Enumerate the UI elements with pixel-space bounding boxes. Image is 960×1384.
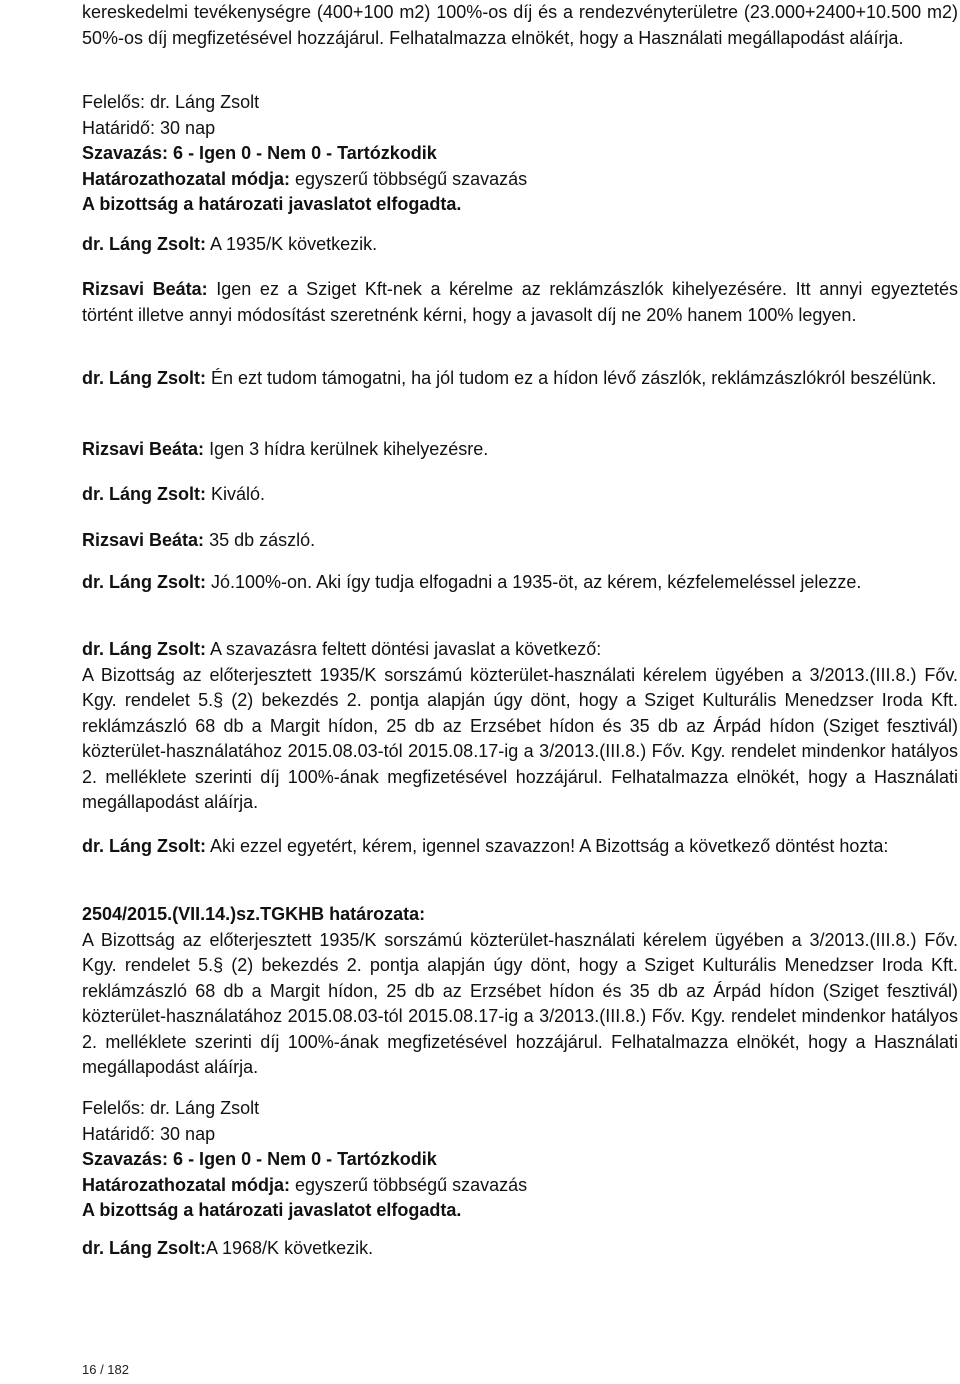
dialogue-line-7: [82, 570, 958, 596]
resolution-block: [82, 902, 958, 1081]
page-number: 16 / 182: [82, 1362, 129, 1377]
speaker-name: dr. Láng Zsolt:: [82, 234, 206, 254]
speaker-text: A 1968/K következik.: [206, 1238, 374, 1258]
speaker-name: dr. Láng Zsolt:: [82, 572, 206, 592]
method-value: egyszerű többségű szavazás: [290, 168, 528, 189]
speaker-name: dr. Láng Zsolt:: [82, 1238, 206, 1258]
speaker-text: Igen ez a Sziget Kft-nek a kérelme az reklámzászlók kihelyezésére. Itt annyi egyeztetés történt illetve annyi módosítást szeretnénk kérni, hogy a javasolt díj ne 20% hanem 100% legyen.: [82, 279, 958, 325]
speaker-text: A 1935/K következik.: [206, 234, 378, 254]
responsible-line: Felelős: dr. Láng Zsolt: [82, 1098, 260, 1118]
speaker-text: Kiváló.: [206, 484, 266, 504]
dialogue-line-4: [82, 437, 958, 463]
speaker-text: Jó.100%-on. Aki így tudja elfogadni a 1935-öt, az kérem, kézfelemeléssel jelezze.: [206, 572, 862, 592]
dialogue-line-5: [82, 482, 958, 508]
proposal-text: A Bizottság az előterjesztett 1935/K sorszámú közterület-használati kérelem ügyében a 3/2013.(III.8.) Főv. Kgy. rendelet 5.§ (2) bekezdés 2. pontja alapján úgy dönt, hogy a Sziget Kulturális Menedzser Iroda Kft. reklámzászló 68 db a Margit hídon, 25 db az Erzsébet hídon és 35 db az Árpád hídon (Sziget fesztivál) közterület-használatához 2015.08.03-tól 2015.08.17-ig a 3/2013.(III.8.) Főv. Kgy. rendelet mindenkor hatályos 2. melléklete szerinti díj 100%-ának megfizetésével hozzájárul. Felhatalmazza elnökét, hogy a Használati megállapodást aláírja.: [82, 664, 958, 812]
speaker-text: A szavazásra feltett döntési javaslat a következő:: [206, 639, 602, 659]
speaker-name: Rizsavi Beáta:: [82, 530, 205, 550]
method-label: Határozathozatal módja:: [82, 168, 291, 189]
deadline-line: Határidő: 30 nap: [82, 1123, 216, 1144]
speaker-name: Rizsavi Beáta:: [82, 439, 205, 459]
speaker-name: dr. Láng Zsolt:: [82, 368, 206, 388]
proposal-intro: [82, 637, 958, 663]
dialogue-line-1: [82, 232, 958, 258]
decision-block-2: [82, 1096, 958, 1224]
speaker-text: Igen 3 hídra kerülnek kihelyezésre.: [204, 439, 489, 459]
intro-paragraph-text: kereskedelmi tevékenységre (400+100 m2) 100%-os díj és a rendezvényterületre (23.000+2400+10.500 m2) 50%-os díj megfizetésével hozzájárul. Felhatalmazza elnökét, hogy a Használati megállapodást aláírja.: [82, 2, 958, 48]
method-line: [82, 1173, 958, 1199]
dialogue-line-3: [82, 366, 958, 392]
speaker-name: dr. Láng Zsolt:: [82, 836, 206, 856]
closing-line: [82, 1236, 958, 1262]
method-line: [82, 167, 958, 193]
intro-paragraph: [82, 0, 958, 51]
responsible-line: Felelős: dr. Láng Zsolt: [82, 92, 260, 112]
resolution-text: A Bizottság az előterjesztett 1935/K sorszámú közterület-használati kérelem ügyében a 3/2013.(III.8.) Főv. Kgy. rendelet 5.§ (2) bekezdés 2. pontja alapján úgy dönt, hogy a Sziget Kulturális Menedzser Iroda Kft. reklámzászló 68 db a Margit hídon, 25 db az Erzsébet hídon és 35 db az Árpád hídon (Sziget fesztivál) közterület-használatához 2015.08.03-tól 2015.08.17-ig a 3/2013.(III.8.) Főv. Kgy. rendelet mindenkor hatályos 2. melléklete szerinti díj 100%-ának megfizetésével hozzájárul. Felhatalmazza elnökét, hogy a Használati megállapodást aláírja.: [82, 929, 958, 1077]
dialogue-line-2: [82, 277, 958, 328]
vote-line: Szavazás: 6 - Igen 0 - Nem 0 - Tartózkodik: [82, 1149, 437, 1169]
decision-block-1: [82, 90, 958, 218]
proposal-block: [82, 637, 958, 816]
deadline-line: Határidő: 30 nap: [82, 117, 216, 138]
speaker-name: dr. Láng Zsolt:: [82, 639, 206, 659]
speaker-text: Én ezt tudom támogatni, ha jól tudom ez a hídon lévő zászlók, reklámzászlókról beszélünk.: [206, 368, 937, 388]
vote-line: Szavazás: 6 - Igen 0 - Nem 0 - Tartózkodik: [82, 143, 437, 163]
speaker-text: 35 db zászló.: [204, 530, 316, 550]
result-line: A bizottság a határozati javaslatot elfogadta.: [82, 194, 462, 214]
method-value: egyszerű többségű szavazás: [290, 1174, 528, 1195]
speaker-name: dr. Láng Zsolt:: [82, 484, 206, 504]
result-line: A bizottság a határozati javaslatot elfogadta.: [82, 1200, 462, 1220]
dialogue-line-6: [82, 528, 958, 554]
resolution-title: 2504/2015.(VII.14.)sz.TGKHB határozata:: [82, 904, 426, 924]
call-vote-line: [82, 834, 958, 860]
speaker-text: Aki ezzel egyetért, kérem, igennel szavazzon! A Bizottság a következő döntést hozta:: [206, 836, 889, 856]
speaker-name: Rizsavi Beáta:: [82, 279, 208, 299]
method-label: Határozathozatal módja:: [82, 1174, 291, 1195]
